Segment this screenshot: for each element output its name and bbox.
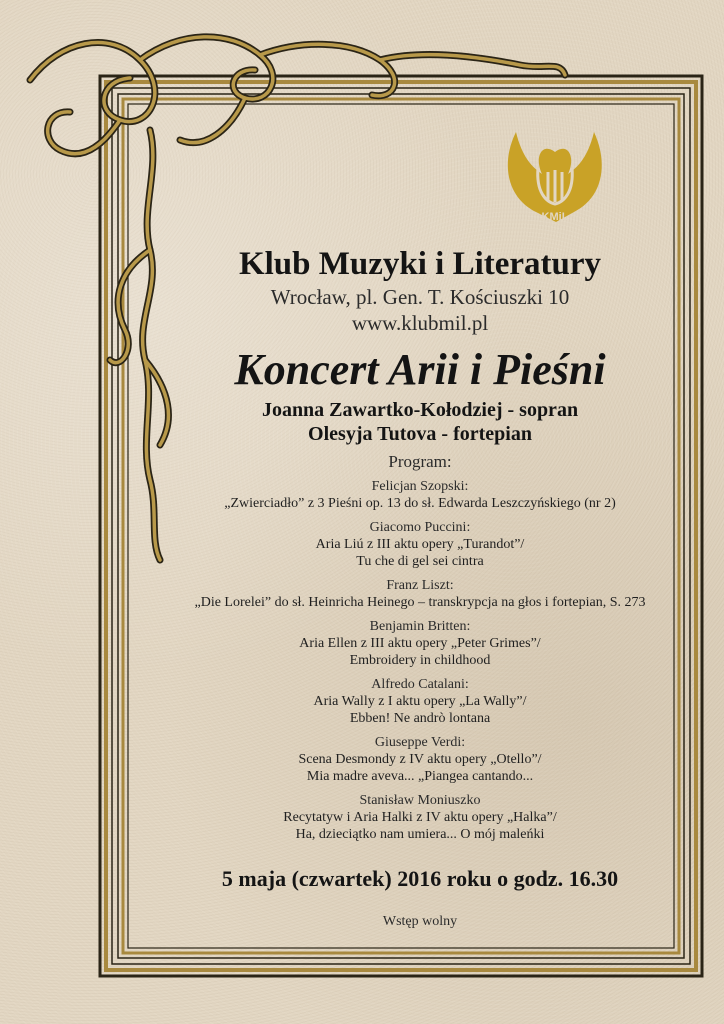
composer-name: Franz Liszt: [386,578,454,593]
program-item [160,792,680,843]
work-subtitle: Ha, dzieciątko nam umiera... O mój maleńki [295,827,545,842]
logo-text: KMiL [541,211,569,223]
composer-name: Alfredo Catalani: [371,677,469,692]
club-title: Klub Muzyki i Literatury [238,246,602,282]
program-item [160,577,680,611]
program-item [160,618,680,669]
club-website: www.klubmil.pl [351,311,489,335]
composer-name: Giuseppe Verdi: [374,735,466,750]
work-subtitle: Tu che di gel sei cintra [356,554,484,569]
performer-soprano: Joanna Zawartko-Kołodziej - sopran [261,399,579,421]
event-date: 5 maja (czwartek) 2016 roku o godz. 16.30 [221,866,619,891]
composer-name: Giacomo Puccini: [369,520,471,535]
work-title: Scena Desmondy z IV aktu opery „Otello”/ [298,752,542,767]
work-title: „Die Lorelei” do sł. Heinricha Heinego – transkrypcja na głos i fortepian, S. 273 [194,595,646,610]
club-address: Wrocław, pl. Gen. T. Kościuszki 10 [270,285,570,309]
work-title: Recytatyw i Aria Halki z IV aktu opery „Halka”/ [283,810,557,825]
work-subtitle: Mia madre aveva... „Piangea cantando... [306,769,534,784]
program-item [160,676,680,727]
composer-name: Felicjan Szopski: [371,479,469,494]
composer-name: Stanisław Moniuszko [359,793,481,808]
work-title: Aria Liú z III aktu opery „Turandot”/ [315,537,525,552]
work-subtitle: Ebben! Ne andrò lontana [349,711,491,726]
performer-piano: Olesyja Tutova - fortepian [308,423,532,445]
admission-note: Wstęp wolny [382,914,458,929]
work-title: Aria Ellen z III aktu opery „Peter Grimes”/ [299,636,541,651]
program-item [160,478,680,512]
work-title: „Zwierciadło” z 3 Pieśni op. 13 do sł. Edwarda Leszczyńskiego (nr 2) [224,496,616,511]
poster-content [160,244,680,931]
work-title: Aria Wally z I aktu opery „La Wally”/ [313,694,527,709]
program-heading: Program: [388,452,452,471]
work-subtitle: Embroidery in childhood [349,653,491,668]
program-item [160,734,680,785]
lyre-flame-logo-icon [496,112,614,230]
program-item [160,519,680,570]
composer-name: Benjamin Britten: [369,619,471,634]
concert-title: Koncert Arii i Pieśni [234,345,606,394]
